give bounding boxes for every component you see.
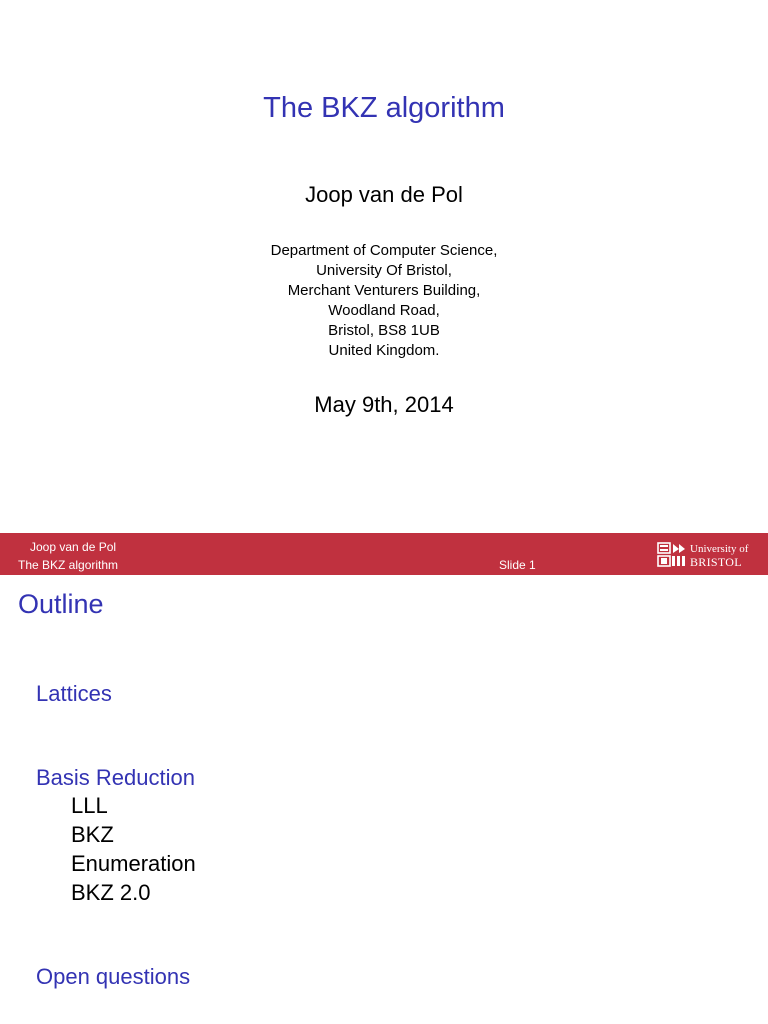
university-logo [657, 541, 757, 569]
logo-bristol: BRISTOL [690, 555, 742, 569]
outline-subitem-enumeration: Enumeration [71, 851, 196, 876]
outline-subitem-bkz-2: BKZ 2.0 [71, 880, 151, 905]
footer-slide-number: Slide 1 [499, 558, 536, 572]
affiliation-line: Woodland Road, [328, 302, 440, 319]
outline-section-lattices: Lattices [36, 681, 112, 706]
university-of-bristol-crest-icon [657, 542, 687, 568]
outline-slide [0, 575, 768, 1024]
outline-title: Outline [18, 589, 104, 619]
affiliation-line: United Kingdom. [328, 342, 440, 359]
outline-section-open-questions: Open questions [36, 964, 191, 989]
footer-title: The BKZ algorithm [18, 558, 119, 572]
slide-footer [0, 533, 768, 575]
author-name: Joop van de Pol [305, 182, 463, 207]
outline-subitem-bkz: BKZ [71, 822, 114, 847]
affiliation-line: Bristol, BS8 1UB [328, 322, 440, 339]
outline-subitem-lll: LLL [71, 793, 108, 818]
affiliation-line: Merchant Venturers Building, [287, 282, 481, 299]
affiliation-line: Department of Computer Science, [270, 242, 498, 259]
outline-section-basis-reduction: Basis Reduction [36, 765, 195, 790]
footer-author: Joop van de Pol [30, 540, 117, 554]
affiliation-line: University Of Bristol, [316, 262, 452, 279]
logo-university-of: University of [690, 543, 749, 555]
presentation-date: May 9th, 2014 [314, 392, 454, 417]
presentation-title: The BKZ algorithm [263, 92, 505, 124]
affiliation-block [0, 241, 768, 361]
